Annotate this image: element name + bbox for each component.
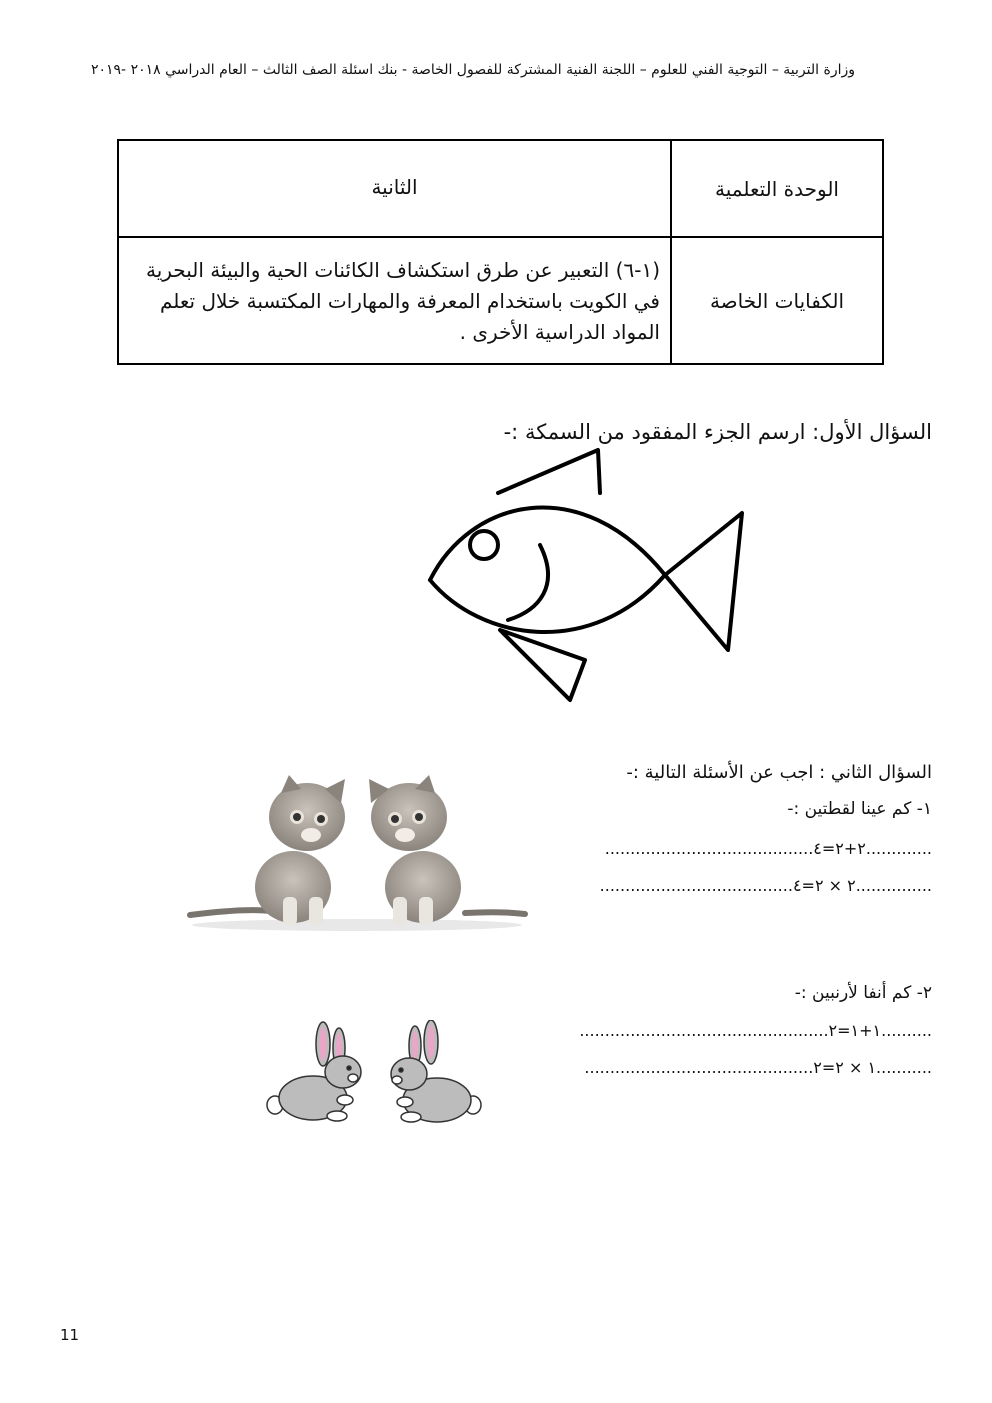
fish-drawing	[420, 445, 755, 710]
question-2-title: السؤال الثاني : اجب عن الأسئلة التالية :-	[626, 762, 932, 783]
kitten-right-icon	[369, 775, 525, 925]
answer-line: ..........١+١=٢.................................................	[579, 1021, 932, 1040]
answer-line: .............٢+٢=٤.........................................	[604, 839, 932, 858]
page-header: وزارة التربية – التوجية الفني للعلوم – اللجنة الفنية المشتركة للفصول الخاصة - بنك اسئلة الصف الثالث – العام الدراسي ٢٠١٨ -٢٠١٩	[90, 62, 855, 78]
kitten-left-icon	[190, 775, 345, 925]
unit-label: الوحدة التعلمية	[671, 140, 883, 237]
page-number: 11	[60, 1326, 80, 1344]
table-row	[118, 140, 883, 237]
question-2-part-2: ٢- كم أنفا لأرنبين :-	[794, 983, 932, 1003]
info-table	[117, 139, 884, 365]
answer-line: ...............٢ × ٢=٤......................................	[599, 876, 932, 895]
rabbit-right-icon	[391, 1020, 481, 1122]
fish-bottom-fin	[500, 630, 585, 700]
answer-line: ...........١ × ٢=٢.............................................	[584, 1058, 932, 1077]
fish-eye	[470, 531, 498, 559]
unit-value: الثانية	[118, 140, 671, 237]
fish-tail	[665, 513, 742, 650]
question-2-part-1: ١- كم عينا لقطتين :-	[787, 799, 932, 819]
question-2	[579, 762, 932, 1077]
rabbit-left-icon	[267, 1022, 361, 1121]
table-row	[118, 237, 883, 364]
fish-top-fin	[498, 450, 600, 493]
fish-gill	[508, 545, 548, 620]
competency-label: الكفايات الخاصة	[671, 237, 883, 364]
kittens-image	[185, 775, 530, 935]
question-1: السؤال الأول: ارسم الجزء المفقود من السمكة :-	[503, 420, 932, 444]
competency-value: (١-٦) التعبير عن طرق استكشاف الكائنات الحية والبيئة البحرية في الكويت باستخدام المعرفة والمهارات المكتسبة خلال تعلم المواد الدراسية الأخرى .	[118, 237, 671, 364]
rabbits-image	[265, 1020, 485, 1125]
